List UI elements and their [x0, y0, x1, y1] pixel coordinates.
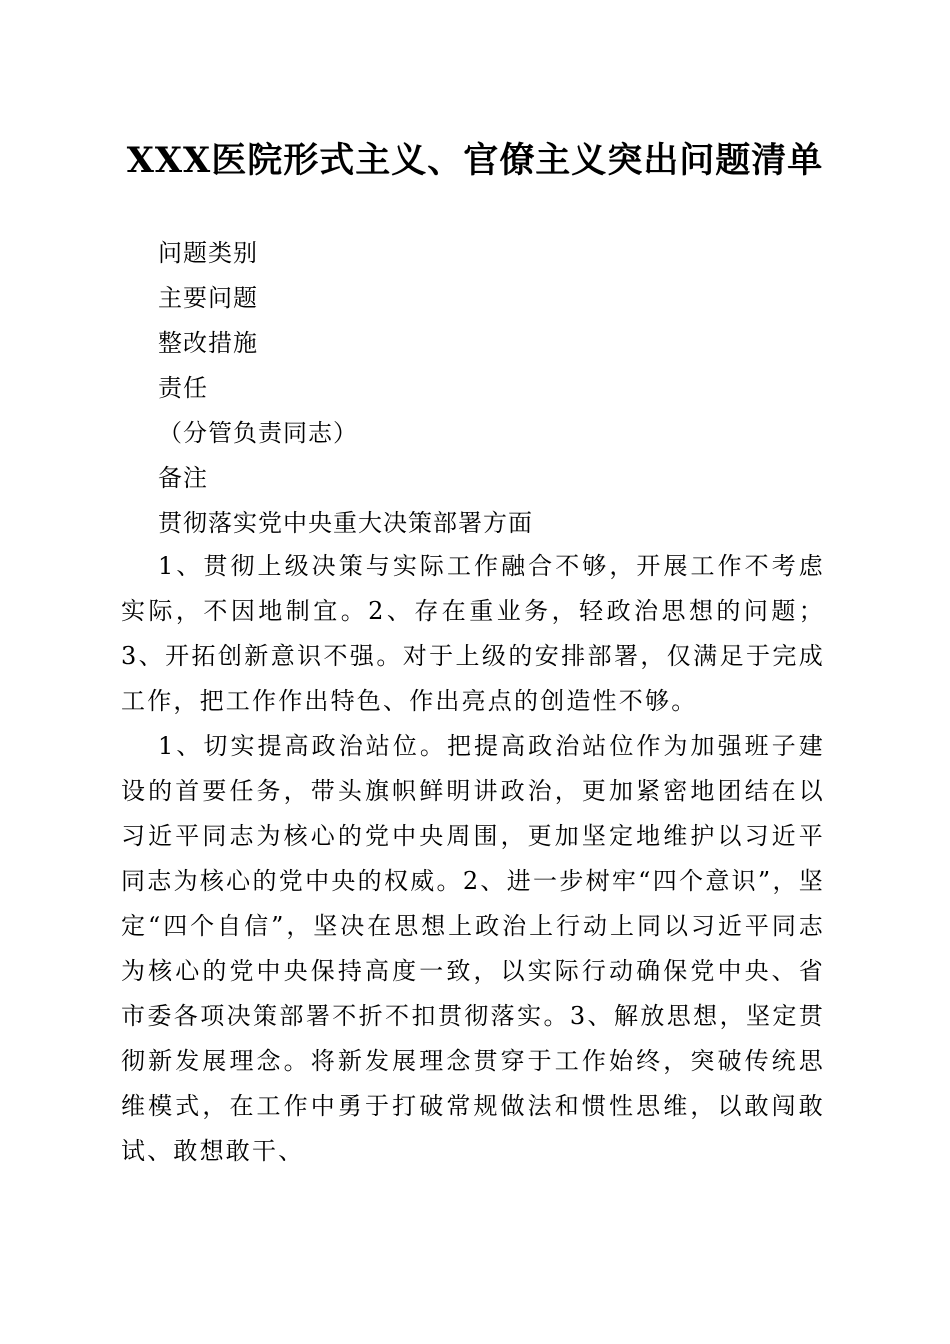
responsibility-label: 责任: [158, 374, 208, 402]
header-lines: [158, 231, 858, 546]
rectification-label: 整改措施: [158, 329, 258, 357]
remarks-label: 备注: [158, 464, 208, 492]
issues-paragraph: 1、贯彻上级决策与实际工作融合不够，开展工作不考虑实际，不因地制宜。2、存在重业务，轻政治思想的问题；3、开拓创新意识不强。对于上级的安排部署，仅满足于完成工作，把工作作出特色、作出亮点的创造性不够。: [121, 552, 825, 715]
section-heading: 贯彻落实党中央重大决策部署方面: [158, 509, 533, 537]
responsible-person-label: （分管负责同志）: [158, 419, 358, 447]
document-title: XXX医院形式主义、官僚主义突出问题清单: [126, 140, 824, 181]
measures-paragraph: 1、切实提高政治站位。把提高政治站位作为加强班子建设的首要任务，带头旗帜鲜明讲政治，更加紧密地团结在以习近平同志为核心的党中央周围，更加坚定地维护以习近平同志为核心的党中央的权威。2、进一步树牢“四个意识”，坚定“四个自信”，坚决在思想上政治上行动上同以习近平同志为核心的党中央保持高度一致，以实际行动确保党中央、省市委各项决策部署不折不扣贯彻落实。3、解放思想，坚定贯彻新发展理念。将新发展理念贯穿于工作始终，突破传统思维模式，在工作中勇于打破常规做法和惯性思维，以敢闯敢试、敢想敢干、: [121, 732, 825, 1165]
main-issue-label: 主要问题: [158, 284, 258, 312]
category-label: 问题类别: [158, 239, 258, 267]
